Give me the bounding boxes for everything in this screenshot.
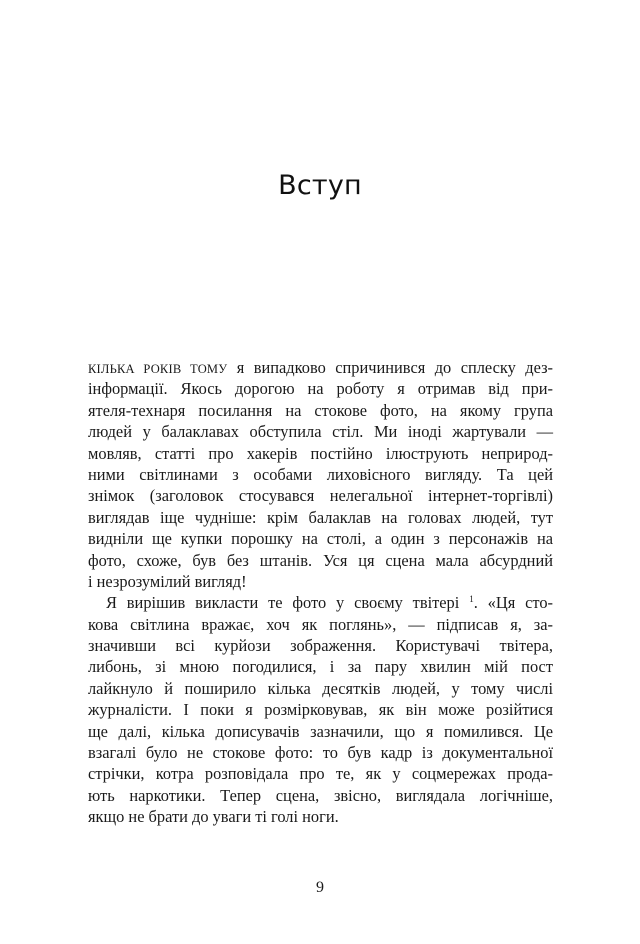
- text-line: мовляв, статті про хакерів постійно ілюструють неприрод-: [88, 443, 553, 463]
- text-line: ними світлинами з особами лиховісного вигляду. Та цей: [88, 464, 553, 484]
- text-line: ще далі, кілька дописувачів зазначили, що я помилився. Це: [88, 721, 553, 741]
- text-line: лайкнуло й поширило кілька десятків людей, у тому числі: [88, 678, 553, 698]
- text-line-content: . «Ця сто-: [473, 593, 553, 613]
- text-line: стрічки, котра розповідала про те, як у соцмережах прода-: [88, 764, 553, 784]
- text-line: либонь, зі мною погодилися, і за пару хвилин мій пост: [88, 657, 553, 677]
- text-line: фото, схоже, був без штанів. Уся ця сцена мала абсурдний: [88, 550, 553, 570]
- footnote-reference[interactable]: 1: [469, 594, 474, 605]
- text-line: [88, 357, 553, 378]
- body-text: [88, 357, 553, 828]
- text-line: [88, 592, 553, 613]
- lead-in-smallcaps: КІЛЬКА РОКІВ ТОМУ: [88, 362, 228, 376]
- text-line: виглядав іще чудніше: крім балаклав на головах людей, тут: [88, 507, 553, 527]
- paragraph-2: [88, 592, 553, 827]
- text-line-content: Я вирішив викласти те фото у своєму твітері: [106, 593, 470, 613]
- text-line: ють наркотики. Тепер сцена, звісно, виглядала логічніше,: [88, 785, 553, 805]
- chapter-title: Вступ: [278, 170, 362, 201]
- text-line: людей у балаклавах обступила стіл. Ми іноді жартували —: [88, 422, 553, 442]
- text-line: значивши всі курйози зображення. Користувачі твітера,: [88, 636, 553, 656]
- text-line: взагалі було не стокове фото: то був кадр із документальної: [88, 743, 553, 763]
- text-line: якщо не брати до уваги ті голі ноги.: [88, 807, 339, 827]
- text-line: кова світлина вражає, хоч як поглянь», — підписав я, за-: [88, 614, 553, 634]
- paragraph-1: [88, 357, 553, 592]
- page-number: 9: [316, 879, 324, 896]
- text-line-content: я випадково спричинився до сплеску дез-: [227, 358, 554, 377]
- text-line: видніли ще купки порошку на столі, а один з персонажів на: [88, 529, 553, 549]
- text-line: ятеля-технаря посилання на стокове фото, на якому група: [88, 400, 553, 420]
- text-line: інформації. Якось дорогою на роботу я отримав від при-: [88, 379, 553, 399]
- text-line: журналісти. І поки я розмірковував, як він може розійтися: [88, 700, 553, 720]
- text-line: знімок (заголовок стосувався нелегальної інтернет-торгівлі): [88, 486, 553, 506]
- text-line: і незрозумілий вигляд!: [88, 571, 247, 591]
